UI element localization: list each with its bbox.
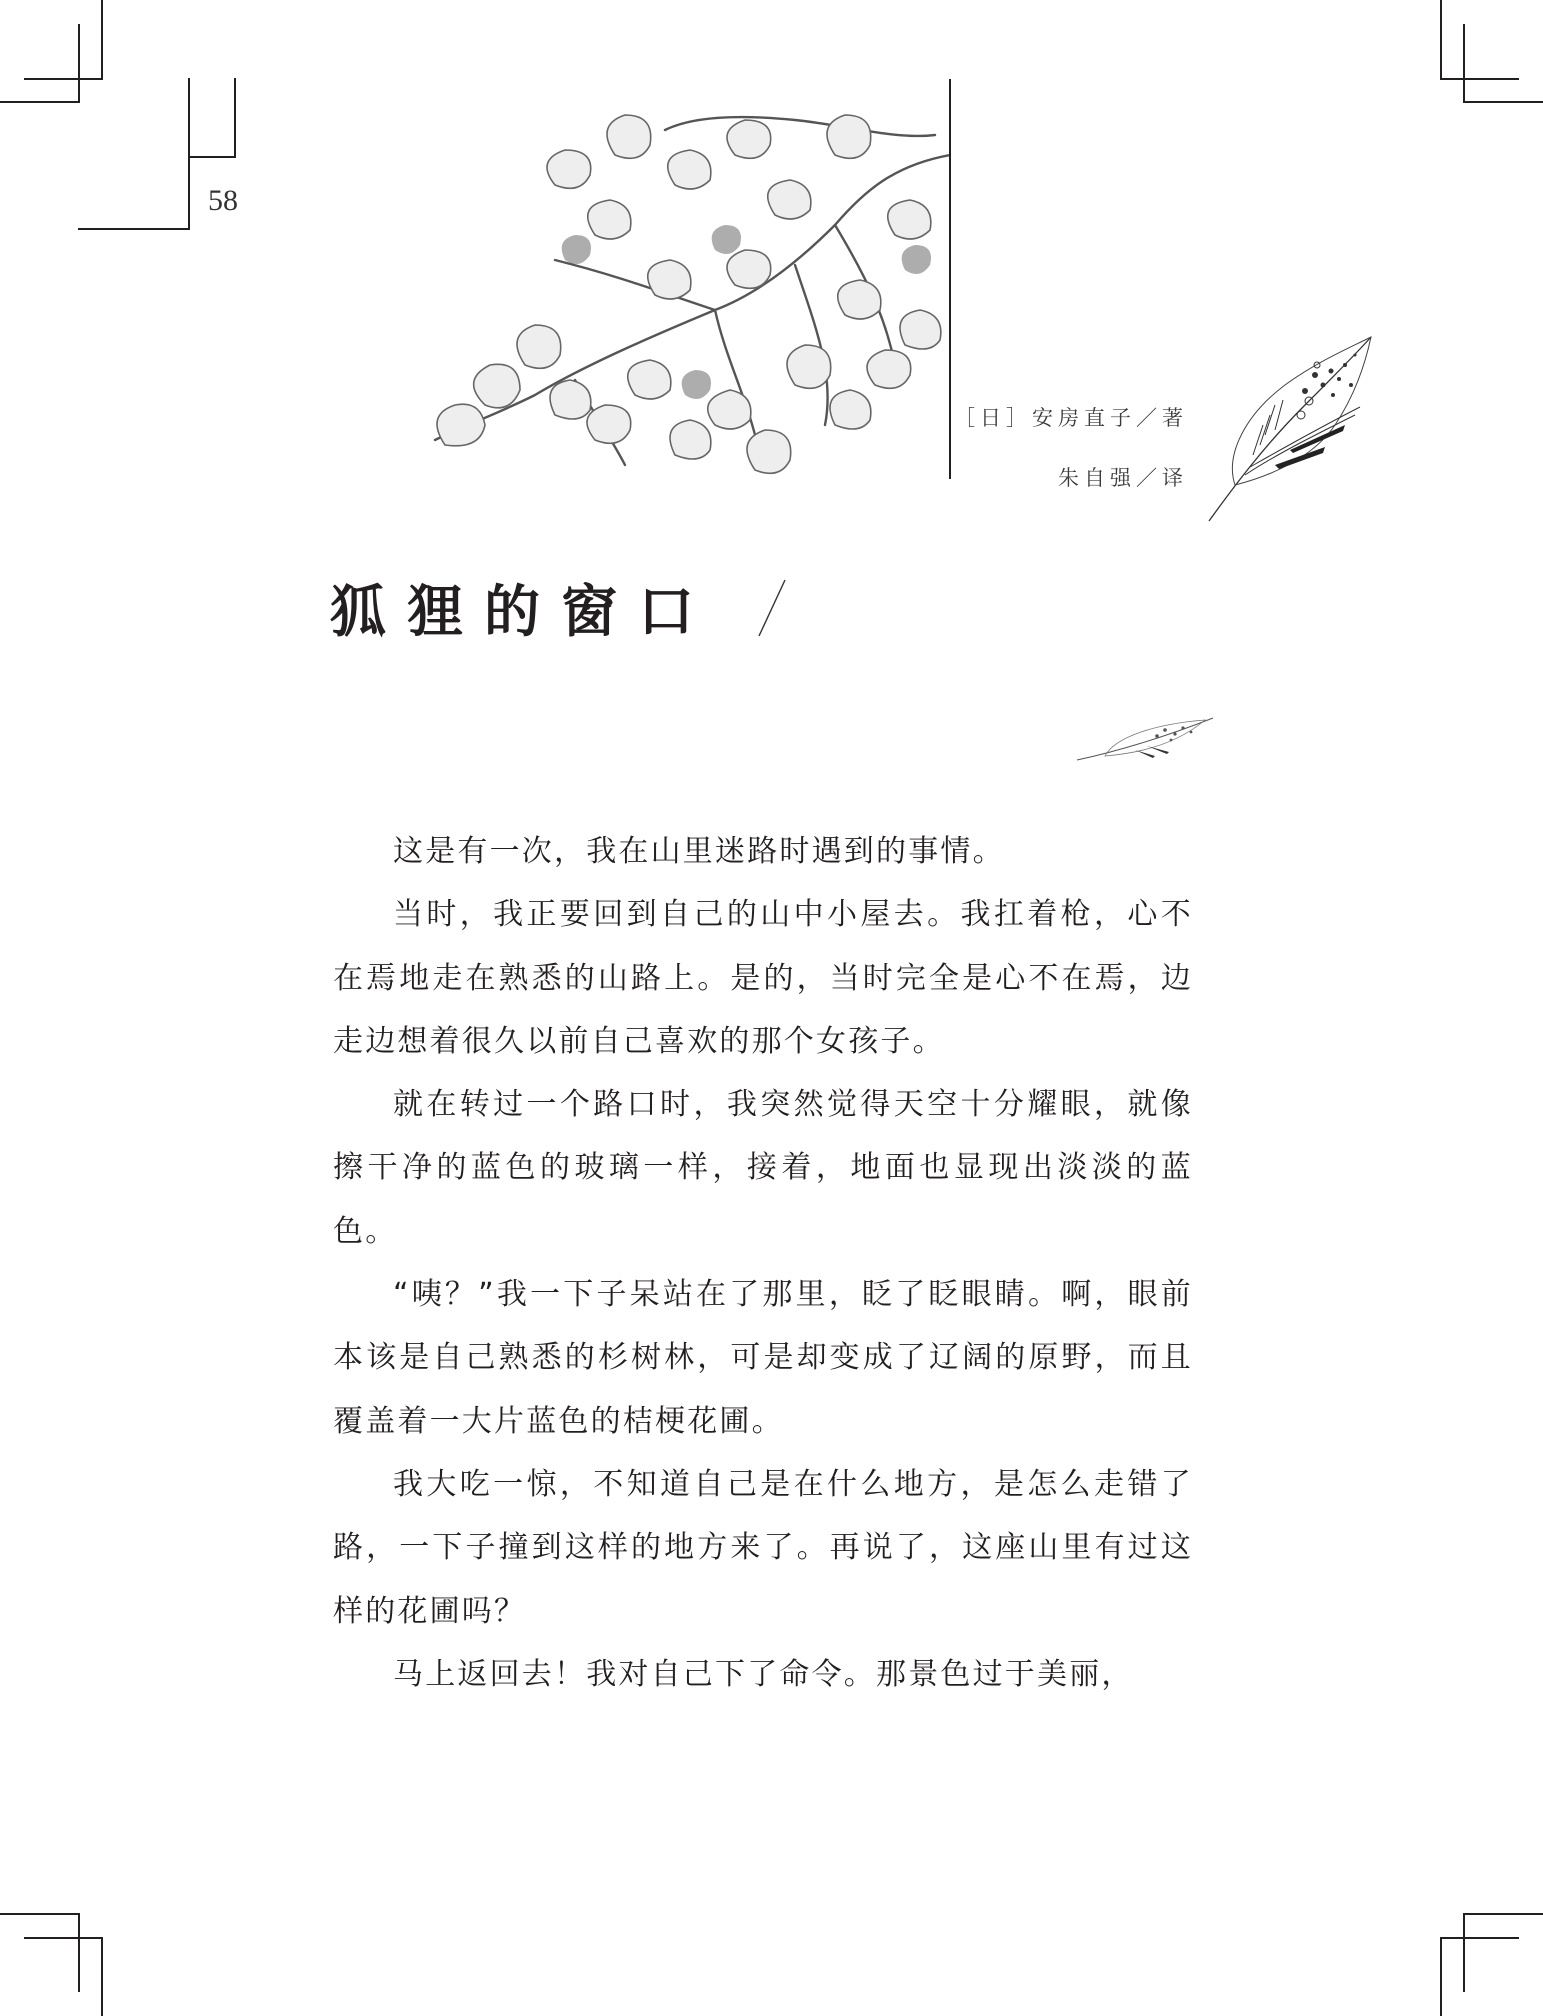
feather-large-icon — [1205, 335, 1375, 525]
ginkgo-branch-illustration — [415, 95, 950, 495]
article-title: 狐狸的窗口 — [330, 580, 715, 645]
article-body — [333, 820, 1193, 1706]
author-line: ［日］安房直子／著 — [954, 406, 1188, 430]
paragraph: 我大吃一惊，不知道自己是在什么地方，是怎么走错了路，一下子撞到这样的地方来了。再说了，这座山里有过这样的花圃吗？ — [333, 1466, 1193, 1629]
paragraph: 就在转过一个路口时，我突然觉得天空十分耀眼，就像擦干净的蓝色的玻璃一样，接着，地面也显现出淡淡的蓝色。 — [333, 1087, 1193, 1249]
paragraph: “咦？”我一下子呆站在了那里，眨了眨眼睛。啊，眼前本该是自己熟悉的杉树林，可是却变成了辽阔的原野，而且覆盖着一大片蓝色的桔梗花圃。 — [333, 1277, 1193, 1439]
paragraph: 马上返回去！我对自己下了命令。那景色过于美丽， — [393, 1656, 1134, 1692]
paragraph: 这是有一次，我在山里迷路时遇到的事情。 — [393, 834, 1005, 869]
page-number: 58 — [208, 184, 238, 217]
paragraph: 当时，我正要回到自己的山中小屋去。我扛着枪，心不在焉地走在熟悉的山路上。是的，当时完全是心不在焉，边走边想着很久以前自己喜欢的那个女孩子。 — [333, 897, 1193, 1059]
credits — [954, 388, 1188, 508]
title-slash-ornament — [757, 578, 787, 638]
vertical-divider — [949, 79, 951, 479]
feather-small-icon — [1075, 712, 1215, 767]
translator-line: 朱自强／译 — [1058, 466, 1188, 490]
